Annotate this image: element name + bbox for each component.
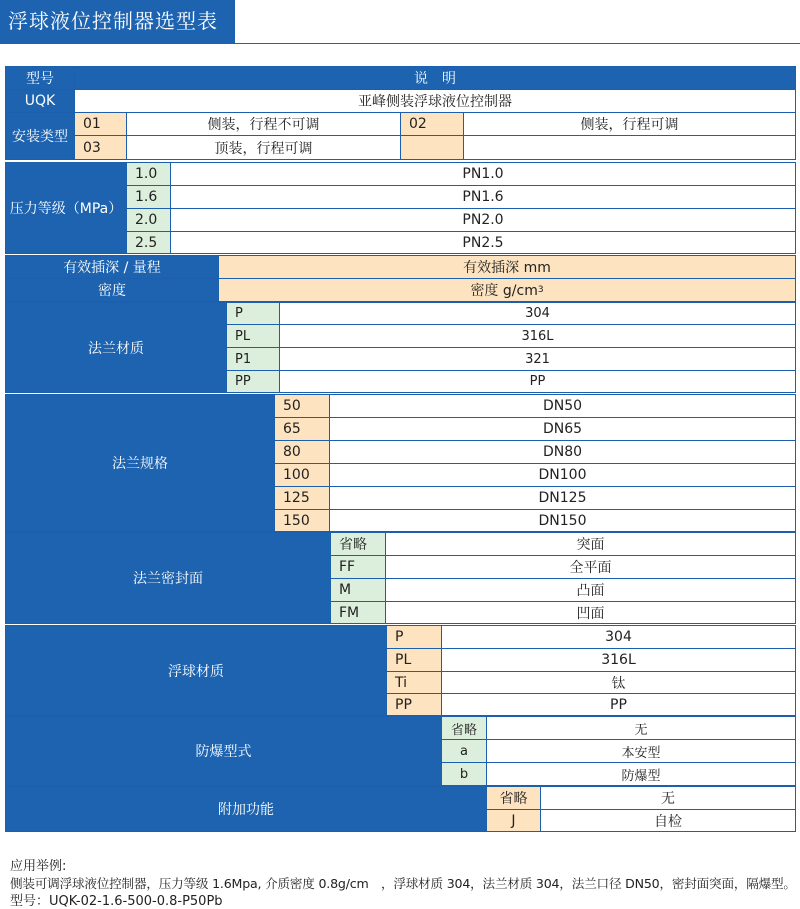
pressure-code: 2.5 xyxy=(126,231,171,254)
pressure-desc: PN2.0 xyxy=(170,208,796,232)
explosion-code: b xyxy=(441,762,487,786)
install-empty-desc xyxy=(463,135,796,160)
flange-material-label: 法兰材质 xyxy=(5,302,227,393)
model-header: 型号 xyxy=(5,66,75,90)
flange-spec-code: 80 xyxy=(274,440,330,464)
flange-seal-code: FM xyxy=(330,601,386,624)
install-code-01: 01 xyxy=(74,112,127,136)
extra-desc: 自检 xyxy=(540,809,796,832)
install-code-02: 02 xyxy=(400,112,464,136)
example-heading: 应用举例: xyxy=(10,859,67,874)
explosion-code: 省略 xyxy=(441,716,487,740)
flange-spec-desc: DN80 xyxy=(329,440,796,464)
pressure-label: 压力等级（MPa） xyxy=(5,162,127,254)
flange-spec-desc: DN50 xyxy=(329,394,796,418)
pressure-desc: PN1.6 xyxy=(170,185,796,209)
flange-spec-code: 50 xyxy=(274,394,330,418)
density-exponent: 3 xyxy=(537,285,544,295)
flange-spec-code: 125 xyxy=(274,486,330,510)
install-desc-03: 顶装，行程可调 xyxy=(126,135,401,160)
flange-seal-desc: 凹面 xyxy=(385,601,796,624)
extra-code: 省略 xyxy=(486,786,541,810)
install-desc-02: 侧装，行程可调 xyxy=(463,112,796,136)
float-material-label: 浮球材质 xyxy=(5,625,387,716)
flange-material-desc: 304 xyxy=(279,302,796,325)
explosion-desc: 防爆型 xyxy=(486,762,796,786)
flange-material-desc: 316L xyxy=(279,324,796,348)
pressure-code: 1.0 xyxy=(126,162,171,186)
flange-seal-code: FF xyxy=(330,555,386,579)
explosion-desc: 无 xyxy=(486,716,796,740)
flange-seal-desc: 突面 xyxy=(385,532,796,556)
explosion-code: a xyxy=(441,739,487,763)
flange-seal-code: 省略 xyxy=(330,532,386,556)
float-material-code: Ti xyxy=(386,671,442,694)
flange-spec-desc: DN125 xyxy=(329,486,796,510)
float-material-code: PL xyxy=(386,648,442,672)
example-description: 侧装可调浮球液位控制器，压力等级 1.6Mpa, 介质密度 0.8g/cm ，浮球材质 304，法兰材质 304，法兰口径 DN50，密封面突面，隔爆型。 xyxy=(10,876,796,891)
flange-seal-desc: 凸面 xyxy=(385,578,796,602)
pressure-code: 1.6 xyxy=(126,185,171,209)
flange-material-desc: 321 xyxy=(279,347,796,371)
depth-desc: 有效插深 mm xyxy=(218,255,796,279)
density-unit: 密度 g/cm xyxy=(470,283,538,299)
pressure-desc: PN1.0 xyxy=(170,162,796,186)
title-rule xyxy=(0,43,800,44)
install-label: 安装类型 xyxy=(5,112,75,160)
density-label: 密度 xyxy=(5,278,219,302)
flange-spec-label: 法兰规格 xyxy=(5,394,275,532)
float-material-code: PP xyxy=(386,693,442,716)
float-material-code: P xyxy=(386,625,442,649)
install-desc-01: 侧装，行程不可调 xyxy=(126,112,401,136)
explosion-desc: 本安型 xyxy=(486,739,796,763)
desc-header: 说 明 xyxy=(74,66,796,90)
flange-spec-desc: DN100 xyxy=(329,463,796,487)
install-empty-code xyxy=(400,135,464,160)
extra-desc: 无 xyxy=(540,786,796,810)
flange-spec-desc: DN150 xyxy=(329,509,796,532)
pressure-desc: PN2.5 xyxy=(170,231,796,254)
flange-material-code: P1 xyxy=(226,347,280,371)
pressure-code: 2.0 xyxy=(126,208,171,232)
explosion-label: 防爆型式 xyxy=(5,716,442,786)
flange-material-code: P xyxy=(226,302,280,325)
float-material-desc: 304 xyxy=(441,625,796,649)
install-code-03: 03 xyxy=(74,135,127,160)
flange-spec-desc: DN65 xyxy=(329,417,796,441)
extra-label: 附加功能 xyxy=(5,786,487,832)
flange-spec-code: 150 xyxy=(274,509,330,532)
depth-label: 有效插深 / 量程 xyxy=(5,255,219,279)
uqk-code: UQK xyxy=(5,89,75,113)
float-material-desc: 钛 xyxy=(441,671,796,694)
flange-seal-label: 法兰密封面 xyxy=(5,532,331,624)
page-title: 浮球液位控制器选型表 xyxy=(0,0,235,43)
density-desc xyxy=(218,278,796,302)
example-model: 型号：UQK-02-1.6-500-0.8-P50Pb xyxy=(10,894,223,909)
flange-seal-code: M xyxy=(330,578,386,602)
flange-spec-code: 100 xyxy=(274,463,330,487)
float-material-desc: 316L xyxy=(441,648,796,672)
flange-spec-code: 65 xyxy=(274,417,330,441)
float-material-desc: PP xyxy=(441,693,796,716)
extra-code: J xyxy=(486,809,541,832)
flange-material-desc: PP xyxy=(279,370,796,393)
flange-material-code: PP xyxy=(226,370,280,393)
flange-seal-desc: 全平面 xyxy=(385,555,796,579)
uqk-desc: 亚峰侧装浮球液位控制器 xyxy=(74,89,796,113)
flange-material-code: PL xyxy=(226,324,280,348)
